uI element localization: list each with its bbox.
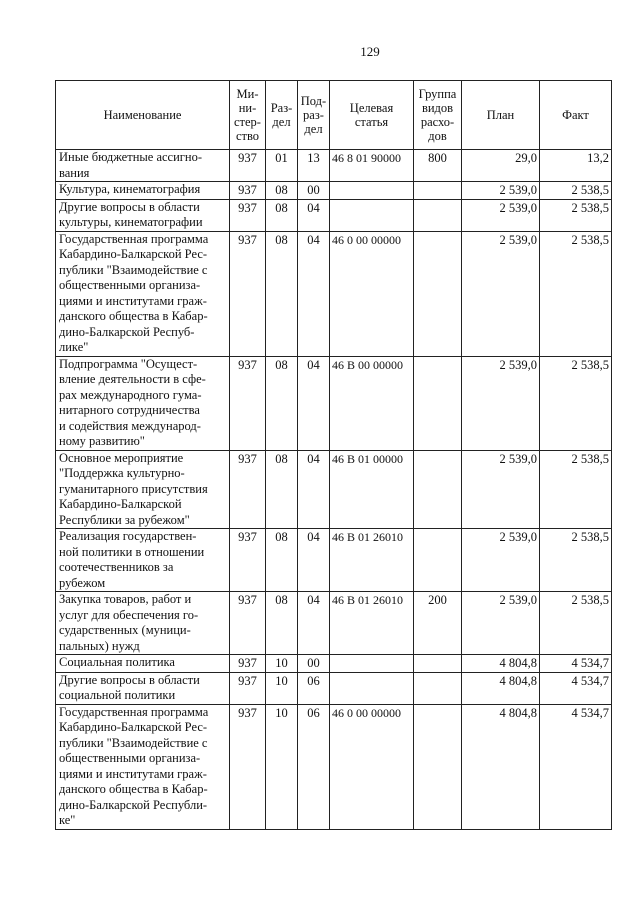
cell-subsection: 04	[298, 450, 330, 529]
table-row	[56, 672, 612, 704]
cell-ministry: 937	[230, 199, 266, 231]
cell-ministry: 937	[230, 450, 266, 529]
table-row	[56, 199, 612, 231]
cell-subsection: 04	[298, 199, 330, 231]
cell-target: 46 В 01 00000	[330, 450, 414, 529]
header-section: Раз- дел	[266, 81, 298, 150]
cell-plan: 4 804,8	[462, 672, 540, 704]
cell-expense-group: 800	[414, 150, 462, 182]
cell-subsection: 00	[298, 655, 330, 673]
cell-expense-group	[414, 655, 462, 673]
cell-plan: 4 804,8	[462, 704, 540, 829]
cell-expense-group	[414, 704, 462, 829]
cell-subsection: 04	[298, 529, 330, 592]
cell-plan: 2 539,0	[462, 356, 540, 450]
header-name: Наименование	[56, 81, 230, 150]
cell-plan: 2 539,0	[462, 182, 540, 200]
cell-fact: 2 538,5	[540, 182, 612, 200]
cell-subsection: 06	[298, 672, 330, 704]
cell-section: 10	[266, 704, 298, 829]
header-target: Целевая статья	[330, 81, 414, 150]
cell-name: Другие вопросы в области культуры, кинематографии	[56, 199, 230, 231]
cell-name: Основное мероприятие "Поддержка культурно- гуманитарного присутствия Кабардино-Балкарской Республики за рубежом"	[56, 450, 230, 529]
header-plan: План	[462, 81, 540, 150]
cell-name: Подпрограмма "Осущест- вление деятельности в сфе- рах международного гума- нитарного сотрудничества и содействия международ- ному развитию"	[56, 356, 230, 450]
cell-ministry: 937	[230, 150, 266, 182]
cell-fact: 2 538,5	[540, 450, 612, 529]
cell-section: 08	[266, 592, 298, 655]
cell-plan: 29,0	[462, 150, 540, 182]
cell-fact: 2 538,5	[540, 231, 612, 356]
cell-target: 46 8 01 90000	[330, 150, 414, 182]
cell-ministry: 937	[230, 592, 266, 655]
cell-plan: 2 539,0	[462, 231, 540, 356]
cell-ministry: 937	[230, 231, 266, 356]
cell-fact: 2 538,5	[540, 592, 612, 655]
cell-subsection: 04	[298, 356, 330, 450]
cell-name: Реализация государствен- ной политики в отношении соотечественников за рубежом	[56, 529, 230, 592]
cell-target	[330, 182, 414, 200]
table-row	[56, 182, 612, 200]
cell-target: 46 В 00 00000	[330, 356, 414, 450]
table-header-row	[56, 81, 612, 150]
cell-subsection: 04	[298, 592, 330, 655]
table-row	[56, 529, 612, 592]
table-row	[56, 150, 612, 182]
cell-name: Культура, кинематография	[56, 182, 230, 200]
cell-name: Государственная программа Кабардино-Балкарской Рес- публики "Взаимодействие с общественными организа- циями и институтами граж- данского общества в Кабар- дино-Балкарской Республи- ке"	[56, 704, 230, 829]
cell-section: 08	[266, 356, 298, 450]
table-row	[56, 450, 612, 529]
cell-target	[330, 655, 414, 673]
table-row	[56, 704, 612, 829]
cell-expense-group	[414, 356, 462, 450]
cell-target: 46 В 01 26010	[330, 529, 414, 592]
cell-name: Государственная программа Кабардино-Балкарской Рес- публики "Взаимодействие с общественными организа- циями и институтами граж- данского общества в Кабар- дино-Балкарской Респуб- лике"	[56, 231, 230, 356]
cell-expense-group	[414, 182, 462, 200]
cell-fact: 2 538,5	[540, 356, 612, 450]
cell-fact: 4 534,7	[540, 672, 612, 704]
cell-subsection: 13	[298, 150, 330, 182]
cell-expense-group	[414, 199, 462, 231]
cell-section: 08	[266, 182, 298, 200]
cell-fact: 2 538,5	[540, 529, 612, 592]
cell-name: Иные бюджетные ассигно- вания	[56, 150, 230, 182]
cell-expense-group	[414, 450, 462, 529]
cell-section: 01	[266, 150, 298, 182]
cell-name: Закупка товаров, работ и услуг для обеспечения го- сударственных (муници- пальных) нужд	[56, 592, 230, 655]
cell-plan: 2 539,0	[462, 592, 540, 655]
cell-expense-group	[414, 529, 462, 592]
cell-subsection: 06	[298, 704, 330, 829]
cell-plan: 2 539,0	[462, 450, 540, 529]
header-expense-group: Группа видов расхо- дов	[414, 81, 462, 150]
cell-plan: 4 804,8	[462, 655, 540, 673]
table-row	[56, 592, 612, 655]
cell-section: 10	[266, 655, 298, 673]
budget-table	[55, 80, 612, 830]
cell-name: Другие вопросы в области социальной политики	[56, 672, 230, 704]
cell-ministry: 937	[230, 182, 266, 200]
cell-ministry: 937	[230, 655, 266, 673]
cell-subsection: 04	[298, 231, 330, 356]
header-subsection: Под- раз- дел	[298, 81, 330, 150]
header-fact: Факт	[540, 81, 612, 150]
cell-ministry: 937	[230, 356, 266, 450]
header-ministry: Ми- ни- стер- ство	[230, 81, 266, 150]
cell-ministry: 937	[230, 529, 266, 592]
cell-target	[330, 672, 414, 704]
cell-fact: 2 538,5	[540, 199, 612, 231]
cell-name: Социальная политика	[56, 655, 230, 673]
cell-target	[330, 199, 414, 231]
cell-plan: 2 539,0	[462, 529, 540, 592]
cell-expense-group: 200	[414, 592, 462, 655]
cell-fact: 4 534,7	[540, 655, 612, 673]
cell-section: 10	[266, 672, 298, 704]
cell-fact: 4 534,7	[540, 704, 612, 829]
cell-ministry: 937	[230, 672, 266, 704]
cell-section: 08	[266, 231, 298, 356]
cell-expense-group	[414, 231, 462, 356]
table-row	[56, 655, 612, 673]
cell-ministry: 937	[230, 704, 266, 829]
page-number: 129	[360, 44, 380, 59]
table-row	[56, 356, 612, 450]
cell-expense-group	[414, 672, 462, 704]
cell-section: 08	[266, 450, 298, 529]
table-body	[56, 150, 612, 830]
cell-target: 46 0 00 00000	[330, 231, 414, 356]
cell-target: 46 0 00 00000	[330, 704, 414, 829]
cell-subsection: 00	[298, 182, 330, 200]
cell-section: 08	[266, 529, 298, 592]
cell-plan: 2 539,0	[462, 199, 540, 231]
cell-fact: 13,2	[540, 150, 612, 182]
cell-section: 08	[266, 199, 298, 231]
cell-target: 46 В 01 26010	[330, 592, 414, 655]
table-row	[56, 231, 612, 356]
